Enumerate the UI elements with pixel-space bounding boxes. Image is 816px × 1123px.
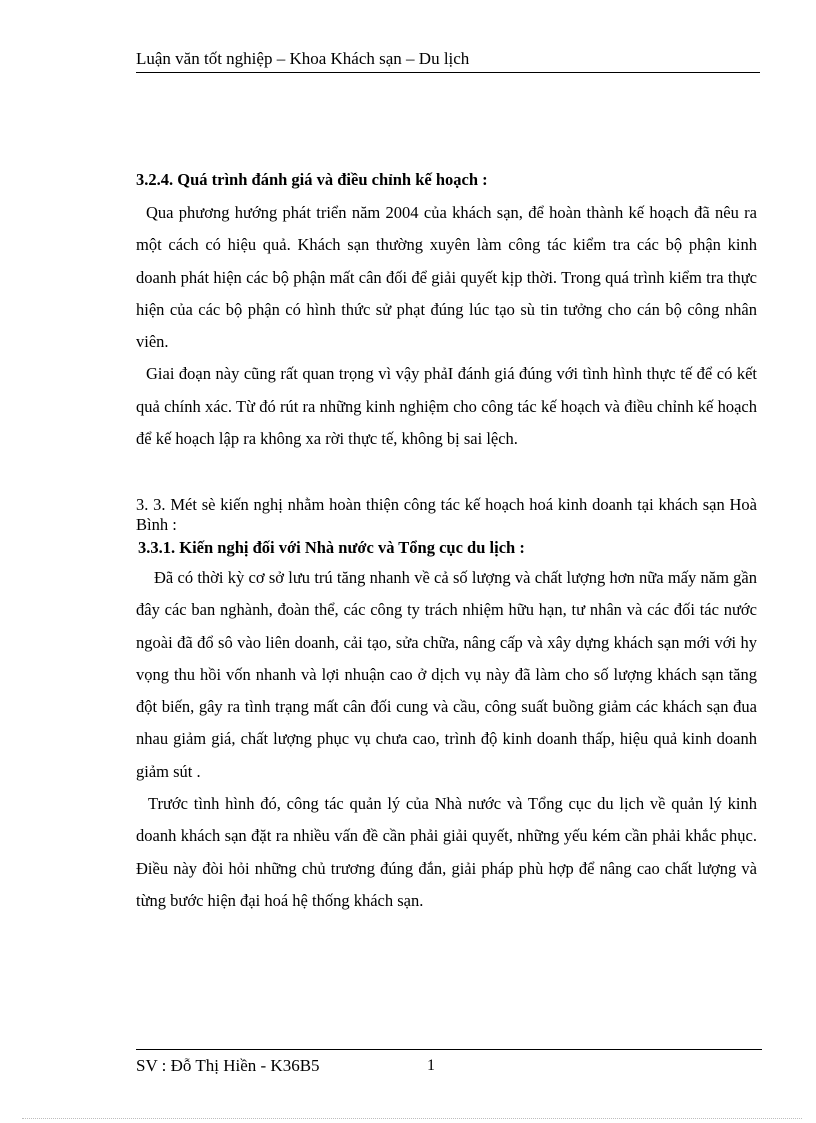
section-3-3 [136,495,757,535]
page-number: 1 [427,1057,435,1074]
footer-divider [136,1049,762,1050]
paragraph: Đã có thời kỳ cơ sở lưu trú tăng nhanh về cả số lượng và chất lượng hơn nữa mấy năm gần đây các ban nghành, đoàn thể, các công ty trách nhiệm hữu hạn, tư nhân và các đối tác nước ngoài đã đổ sô vào liên doanh, cải tạo, sửa chữa, nâng cấp và xây dựng khách sạn mới với hy vọng thu hồi vốn nhanh và lợi nhuận cao ở dịch vụ này đã làm cho số lượng khách sạn tăng đột biến, gây ra tình trạng mất cân đối cung và cầu, công suất buồng giảm các khách sạn đua nhau giảm giá, chất lượng phục vụ chưa cao, trình độ kinh doanh thấp, hiệu quả kinh doanh giảm sút . [136,568,757,781]
section-3-2-4-body [136,197,757,455]
paragraph: Trước tình hình đó, công tác quản lý của Nhà nước và Tổng cục du lịch về quản lý kinh doanh khách sạn đặt ra nhiều vấn đề cần phải giải quyết, những yếu kém cần phải khắc phục. Điều này đòi hỏi những chủ trương đúng đắn, giải pháp phù hợp để nâng cao chất lượng và từng bước hiện đại hoá hệ thống khách sạn. [136,794,757,910]
section-3-2-4 [136,169,757,191]
paragraph: Giai đoạn này cũng rất quan trọng vì vậy phảI đánh giá đúng với tình hình thực tế để có kết quả chính xác. Từ đó rút ra những kinh nghiệm cho công tác kế hoạch và điều chỉnh kế hoạch để kế hoạch lập ra không xa rời thực tế, không bị sai lệch. [136,364,757,449]
page-boundary [22,1118,802,1119]
paragraph: Qua phương hướng phát triển năm 2004 của khách sạn, để hoàn thành kế hoạch đã nêu ra một cách có hiệu quả. Khách sạn thường xuyên làm công tác kiểm tra các bộ phận kinh doanh phát hiện các bộ phận mất cân đối để giải quyết kịp thời. Trong quá trình kiểm tra thực hiện của các bộ phận có hình thức sử phạt đúng lúc tạo sù tin tưởng cho cán bộ công nhân viên. [136,203,757,352]
section-3-3-1 [138,537,759,559]
page-header: Luận văn tốt nghiệp – Khoa Khách sạn – Du lịch [136,49,470,68]
header-divider [136,72,760,73]
footer-student: SV : Đỗ Thị Hiền - K36B5 [136,1056,320,1075]
section-heading-3-3: 3. 3. Mét sè kiến nghị nhằm hoàn thiện công tác kế hoạch hoá kinh doanh tại khách sạn Hoà Bình : [136,495,757,534]
section-heading-3-2-4: 3.2.4. Quá trình đánh giá và điều chỉnh kế hoạch : [136,170,488,189]
section-heading-3-3-1: 3.3.1. Kiến nghị đối với Nhà nước và Tổng cục du lịch : [138,538,525,557]
section-3-3-1-body [136,562,757,917]
